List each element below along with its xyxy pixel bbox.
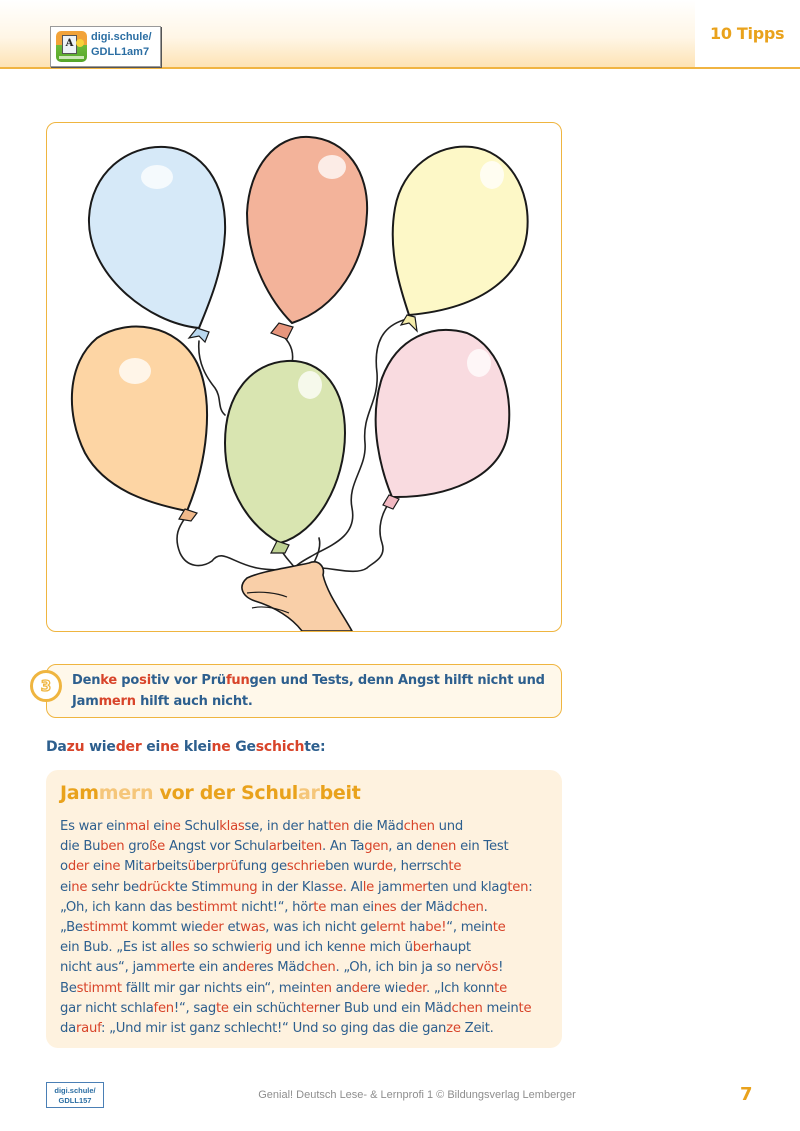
balloon-green: [225, 361, 345, 543]
header-divider: [0, 67, 800, 69]
balloons-image: [47, 123, 561, 631]
story-line: gar nicht schlafen!“, sagte ein schüchterner Bub und ein Mädchen meinte: [60, 1000, 532, 1016]
story-line: Es war einmal eine Schulklasse, in der hatten die Mädchen und: [60, 819, 463, 834]
story-line: nicht aus“, jammerte ein anderes Mädchen. „Oh, ich bin ja so nervös!: [60, 960, 504, 976]
story-line: oder eine Mitarbeitsüberprüfung geschrieben wurde, herrschte: [60, 859, 462, 875]
footer-credit: Genial! Deutsch Lese- & Lernprofi 1 © Bildungsverlag Lemberger: [258, 1089, 576, 1101]
balloon-illustration: [46, 122, 562, 632]
story-line: Bestimmt fällt mir gar nichts ein“, meinten andere wieder. „Ich konnte: [60, 980, 507, 996]
story-line: ein Bub. „Es ist alles so schwierig und ich kenne mich überhaupt: [60, 940, 471, 956]
tip-line-1: Denke positiv vor Prüfungen und Tests, denn Angst hilft nicht und: [72, 673, 545, 688]
balloon-salmon: [247, 137, 367, 323]
story-line: darauf: „Und mir ist ganz schlecht!“ Und so ging das die ganze Zeit.: [60, 1021, 494, 1037]
story-body: [60, 817, 560, 1039]
app-card-icon: A: [56, 31, 87, 62]
story-line: eine sehr bedrückte Stimmung in der Klasse. Alle jammerten und klagten:: [60, 879, 533, 895]
footer-digi-schule-link[interactable]: digi.schule/ GDLL157: [46, 1082, 104, 1108]
story-title: Jammern vor der Schularbeit: [60, 782, 361, 804]
balloon-yellow: [393, 147, 528, 315]
digi-schule-link[interactable]: [50, 26, 161, 67]
tip-number-badge: 3: [30, 670, 62, 702]
tip-text: [72, 670, 552, 712]
hand: [242, 562, 352, 631]
balloon-orange: [72, 327, 207, 511]
story-line: die Buben große Angst vor Schularbeiten. An Tagen, an denen ein Test: [60, 839, 509, 855]
story-intro-heading: Dazu wieder eine kleine Geschichte:: [46, 739, 326, 755]
story-line: „Oh, ich kann das bestimmt nicht!“, hörte man eines der Mädchen.: [60, 899, 488, 915]
page-number: 7: [740, 1084, 753, 1105]
story-line: „Bestimmt kommt wieder etwas, was ich nicht gelernt habe!“, meinte: [60, 920, 506, 936]
tip-line-2: Jammern hilft auch nicht.: [72, 694, 253, 709]
section-tab-label: 10 Tipps: [710, 24, 785, 43]
digi-schule-code: digi.schule/ GDLL1am7: [91, 31, 152, 58]
balloon-pink: [376, 330, 510, 497]
